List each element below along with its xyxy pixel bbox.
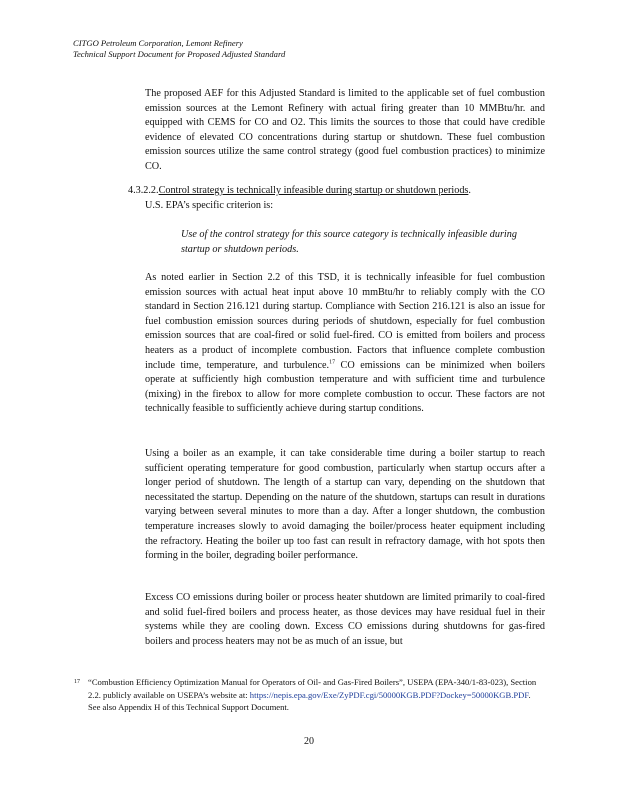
criterion-quote: Use of the control strategy for this source category is technically infeasible during startup or shutdown periods. <box>181 229 517 255</box>
section-heading <box>128 184 548 199</box>
footnote-text-a: “Combustion Efficiency Optimization Manual for Operators of Oil- and Gas-Fired Boilers”, USEPA (EPA-340/1-83-023), Section 2.2. publicly available on USEPA’s website at: <box>88 677 537 700</box>
document-header <box>73 38 573 60</box>
paragraph-1-text-b: CO emissions can be minimized when boilers operate at sufficiently high combustion temperature and with sufficient time and turbulence (mixing) in the firebox to allow for more complete combustion to occur. These factors are not technically feasible to sufficiently achieve during startup conditions. <box>145 359 545 415</box>
header-doc-title: Technical Support Document for Proposed Adjusted Standard <box>73 49 286 59</box>
footnote <box>74 676 543 714</box>
footnote-mark: 17 <box>74 679 80 685</box>
paragraph-shutdown-emissions: Excess CO emissions during boiler or process heater shutdown are limited primarily to coal-fired and solid fuel-fired boilers and process heater, as those devices may have residual fuel in their systems while they are cooling down. Excess CO emissions during shutdowns for gas-fired boilers and process heaters may not be as much of an issue, but <box>145 592 545 647</box>
intro-paragraph: The proposed AEF for this Adjusted Standard is limited to the applicable set of fuel combustion emission sources at the Lemont Refinery with actual firing greater than 10 MMBtu/hr. and equipped with CEMS for CO and O2. This limits the sources to those that could have credible evidence of elevated CO concentrations during startup or shutdown. These fuel combustion emission sources utilize the same control strategy (good fuel combustion practices) to minimize CO. <box>145 88 545 172</box>
footnote-reference[interactable]: 17 <box>329 359 336 366</box>
paragraph-boiler-example: Using a boiler as an example, it can take considerable time during a boiler startup to reach sufficient operating temperature for good combustion, particularly when startup occurs after a longer period of shutdown. The length of a startup can vary, depending on the shutdown that necessitated the startup. Depending on the nature of the shutdown, startups can result in durations varying between several minutes to more than a day. After a longer shutdown, the combustion temperature increases slowly to avoid damaging the boiler/process heater equipment including the refractory. Heating the boiler up too fast can result in refractory damage, with hot spots then forming in the boiler, degrading boiler performance. <box>145 448 545 562</box>
section-title-end: . <box>468 185 471 196</box>
header-company: CITGO Petroleum Corporation, Lemont Refinery <box>73 38 243 48</box>
section-number: 4.3.2.2. <box>128 185 159 196</box>
footnote-text-b: . See also Appendix H of this Technical Support Document. <box>88 689 531 712</box>
criterion-label: U.S. EPA’s specific criterion is: <box>145 200 274 211</box>
section-title: Control strategy is technically infeasible during startup or shutdown periods <box>158 185 469 196</box>
paragraph-startup-infeasibility <box>145 271 545 417</box>
page-number: 20 <box>304 736 314 747</box>
paragraph-1-text-a: As noted earlier in Section 2.2 of this TSD, it is technically infeasible for fuel combustion emission sources with actual heat input above 10 mmBtu/hr to reliably comply with the CO standard in Section 216.121 during startup. Compliance with Section 216.121 is also an issue for fuel combustion emission sources during periods of shutdown, especially for fuel combustion emission sources that are coal-fired or solid fuel-fired. CO is emitted from boilers and process heaters as a product of incomplete combustion. Factors that influence complete combustion include time, temperature, and turbulence. <box>145 272 545 371</box>
footnote-link[interactable]: https://nepis.epa.gov/Exe/ZyPDF.cgi/50000KGB.PDF?Dockey=50000KGB.PDF <box>249 689 529 700</box>
